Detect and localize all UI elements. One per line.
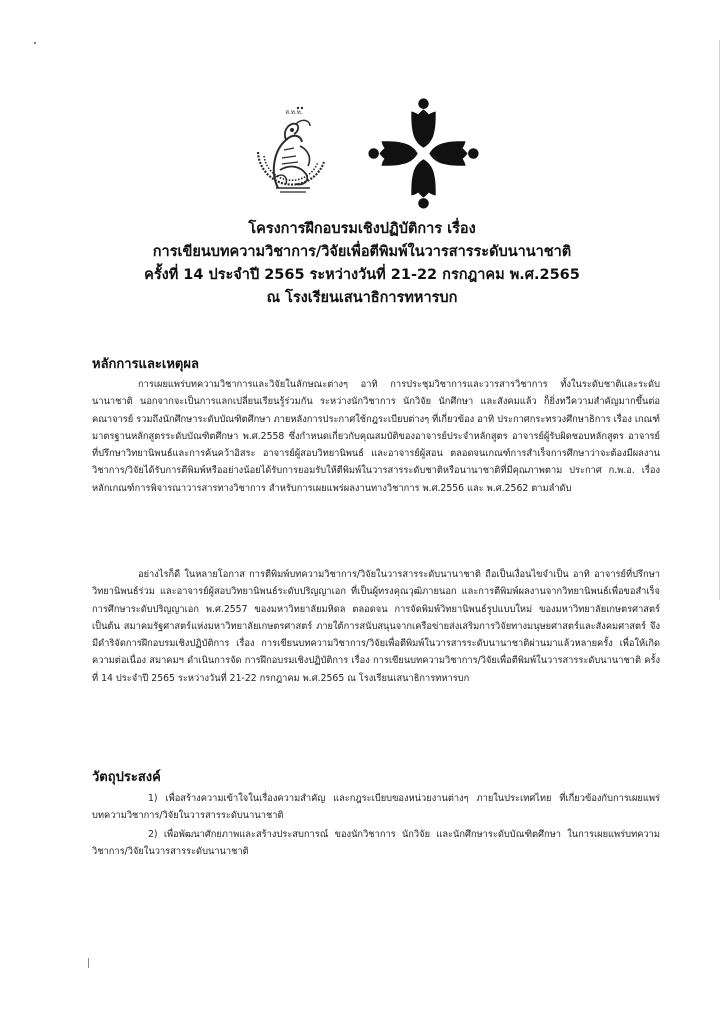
title-line-3: ครั้งที่ 14 ประจำปี 2565 ระหว่างวันที่ 21-22 กรกฎาคม พ.ศ.2565: [144, 267, 580, 283]
title-line-2: การเขียนบทความวิชาการ/วิจัยเพื่อตีพิมพ์ในวารสารระดับนานาชาติ: [152, 244, 572, 260]
association-seal-logo: [240, 100, 340, 210]
rationale-heading: หลักการและเหตุผล: [92, 357, 199, 372]
seal-caption: ส.ท.ท.: [285, 109, 303, 116]
rationale-paragraph-1: การเผยแพร่บทความวิชาการและวิจัยในลักษณะต่างๆ อาทิ การประชุมวิชาการและวารสารวิชาการ ทั้งในระดับชาติและระดับนานาชาติ นอกจากจะเป็นการแลกเปลี่ยนเรียนรู้ร่วมกัน ระหว่างนักวิชาการ นักวิจัย นักศึกษา และสังคมแล้ว ก็ยิ่งทวีความสำคัญมากขึ้นต่อคณาจารย์ รวมถึงนักศึกษาระดับบัณฑิตศึกษา ภายหลังการประกาศใช้กฎระเบียบต่างๆ ที่เกี่ยวข้อง อาทิ ประกาศกระทรวงศึกษาธิการ เรื่อง เกณฑ์มาตรฐานหลักสูตรระดับบัณฑิตศึกษา พ.ศ.2558 ซึ่งกำหนดเกี่ยวกับคุณสมบัติของอาจารย์ประจำหลักสูตร อาจารย์ผู้รับผิดชอบหลักสูตร อาจารย์ที่ปรึกษาวิทยานิพนธ์และการค้นคว้าอิสระ อาจารย์ผู้สอบวิทยานิพนธ์ และอาจารย์ผู้สอน ตลอดจนเกณฑ์การสำเร็จการศึกษาว่าจะต้องมีผลงานวิชาการ/วิจัยได้รับการตีพิมพ์หรืออย่างน้อยได้รับการยอมรับให้ตีพิมพ์ในวารสารระดับชาติหรือนานาชาติที่มีคุณภาพตาม ประกาศ ก.พ.อ. เรื่อง หลักเกณฑ์การพิจารณาวารสารทางวิชาการ สำหรับการเผยแพร่ผลงานทางวิชาการ พ.ศ.2556 และ พ.ศ.2562 ตามลำดับ: [92, 379, 660, 494]
scan-speck: [34, 42, 36, 44]
scan-speck-bottom: [88, 958, 89, 968]
rationale-paragraph-2: อย่างไรก็ดี ในหลายโอกาส การตีพิมพ์บทความวิชาการ/วิจัยในวารสารระดับนานาชาติ ถือเป็นเงื่อนไขจำเป็น อาทิ อาจารย์ที่ปรึกษาวิทยานิพนธ์ร่วม และอาจารย์ผู้สอบวิทยานิพนธ์ระดับปริญญาเอก ที่เป็นผู้ทรงคุณวุฒิภายนอก และการตีพิมพ์ผลงานจากวิทยานิพนธ์เพื่อขอสำเร็จการศึกษาระดับปริญญาเอก พ.ศ.2557 ของมหาวิทยาลัยมหิดล ตลอดจน การจัดพิมพ์วิทยานิพนธ์รูปแบบใหม่ ของมหาวิทยาลัยเกษตรศาสตร์ เป็นต้น สมาคมรัฐศาสตร์แห่งมหาวิทยาลัยเกษตรศาสตร์ ภายใต้การสนับสนุนจากเครือข่ายส่งเสริมการวิจัยทางมนุษยศาสตร์และสังคมศาสตร์ จึงมีดำริจัดการฝึกอบรมเชิงปฏิบัติการ เรื่อง การเขียนบทความวิชาการ/วิจัยเพื่อตีพิมพ์ในวารสารระดับนานาชาติผ่านมาแล้วหลายครั้ง เพื่อให้เกิดความต่อเนื่อง สมาคมฯ ดำเนินการจัด การฝึกอบรมเชิงปฏิบัติการ เรื่อง การเขียนบทความวิชาการ/วิจัยเพื่อตีพิมพ์ในวารสารระดับนานาชาติ ครั้งที่ 14 ประจำปี 2565 ระหว่างวันที่ 21-22 กรกฎาคม พ.ศ.2565 ณ โรงเรียนเสนาธิการทหารบก: [92, 569, 660, 684]
document-title: [60, 218, 664, 310]
objective-item-1: 1) เพื่อสร้างความเข้าใจในเรื่องความสำคัญ และกฎระเบียบของหน่วยงานต่างๆ ภายในประเทศไทย ที่เกี่ยวข้องกับการเผยแพร่บทความวิชาการ/วิจัยในวารสารระดับนานาชาติ: [92, 793, 660, 822]
title-line-4: ณ โรงเรียนเสนาธิการทหารบก: [266, 290, 458, 306]
objectives-heading: วัตถุประสงค์: [92, 770, 161, 785]
title-line-1: โครงการฝึกอบรมเชิงปฏิบัติการ เรื่อง: [248, 221, 476, 237]
network-flower-logo: [366, 96, 481, 211]
scan-edge-shadow: [719, 40, 720, 600]
objective-item-2: 2) เพื่อพัฒนาศักยภาพและสร้างประสบการณ์ ของนักวิชาการ นักวิจัย และนักศึกษาระดับบัณฑิตศึกษา ในการเผยแพร่บทความวิชาการ/วิจัยในวารสารระดับนานาชาติ: [92, 829, 660, 858]
